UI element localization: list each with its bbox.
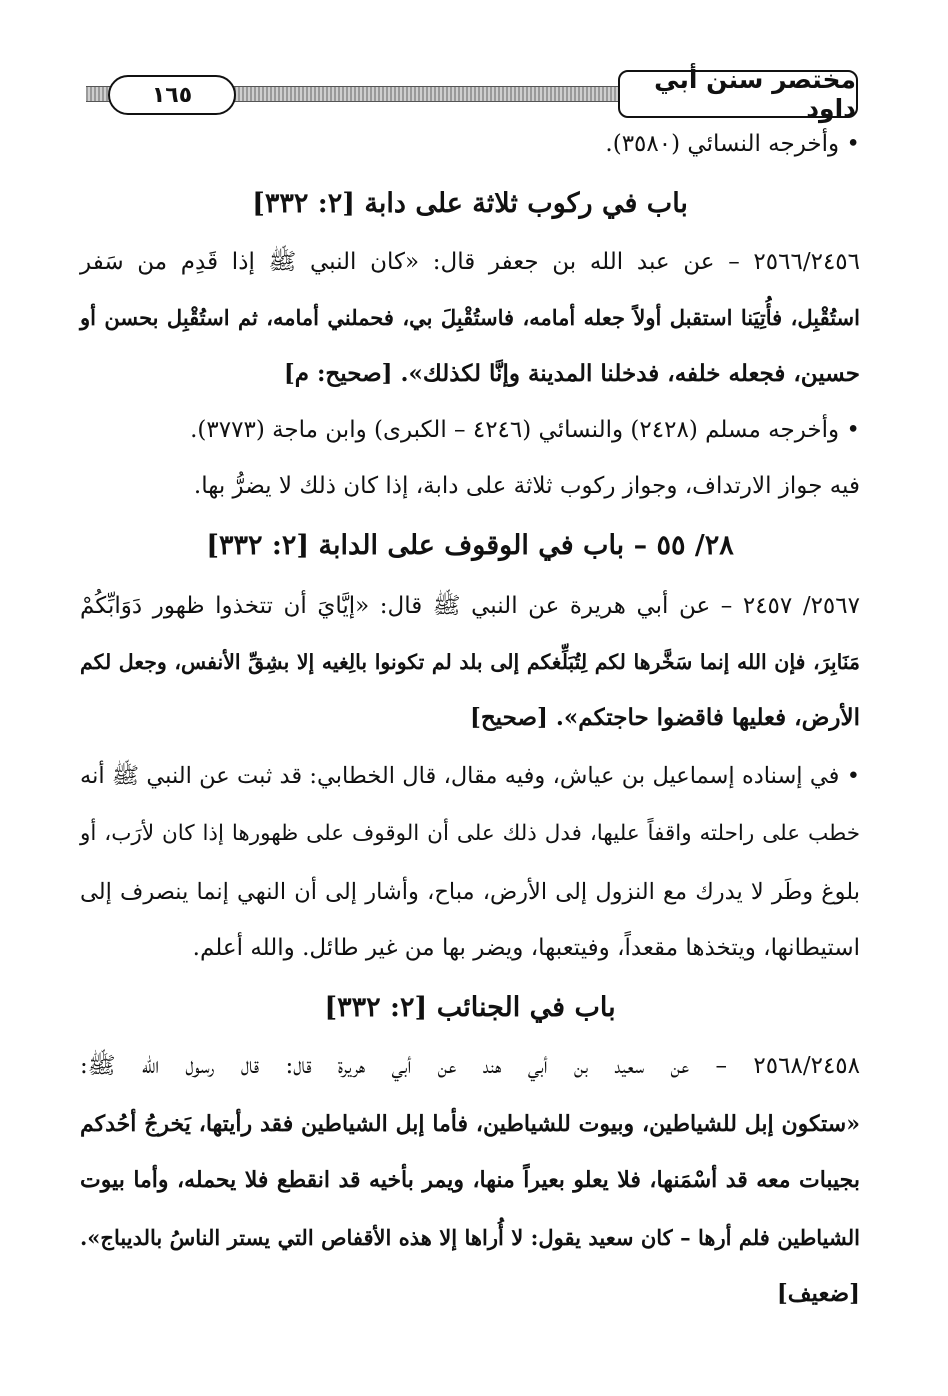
note-line: بلوغ وطَر لا يدرك مع النزول إلى الأرض، مباح، وأشار إلى أن النهي إنما ينصرف إلى xyxy=(80,879,860,905)
hadith-line: «ستكون إبل للشياطين، وبيوت للشياطين، فأما إبل الشياطين فقد رأيتها، يَخرجُ أحُدكم xyxy=(80,1111,860,1137)
note-line: فيه جواز الارتداف، وجواز ركوب ثلاثة على دابة، إذا كان ذلك لا يضرُّ بها. xyxy=(193,473,860,499)
hadith-line: الشياطين فلم أرها – كان سعيد يقول: لا أُراها إلا هذه الأقفاص التي يستر الناسُ بالديباج». xyxy=(80,1225,860,1250)
grading-label: [ضعيف] xyxy=(776,1280,860,1307)
note-line: خطب على راحلته واقفاً عليها، فدل ذلك على أن الوقوف على ظهورها إذا كان لأرَب، أو xyxy=(80,821,860,846)
note-line: • وأخرجه مسلم (٢٤٢٨) والنسائي (٤٢٤٦ – الكبرى) وابن ماجة (٣٧٧٣). xyxy=(190,417,860,443)
chapter-heading: باب في ركوب ثلاثة على دابة [٢: ٣٣٢] xyxy=(252,188,688,219)
hadith-line: ٢٥٦٧/ ٢٤٥٧ – عن أبي هريرة عن النبي ﷺ قال: «إيَّايَ أن تتخذوا ظهور دَوَابِّكُمْ xyxy=(80,593,860,619)
note-line: استيطانها، ويتخذها مقعداً، وفيتعبها، ويضر بها من غير طائل. والله أعلم. xyxy=(192,935,860,961)
hadith-line: استُقْبِل، فأُتِيَنا استقبل أولاً جعله أمامه، فاستُقْبِلَ بي، فحملني أمامه، ثم استُقْبِل بحسن أو xyxy=(80,305,860,330)
hadith-line: بجيبات معه قد أسْمَنها، فلا يعلو بعيراً منها، ويمر بأخيه قد انقطع فلا يحمله، وأما بيوت xyxy=(80,1167,860,1193)
book-title: مختصر سنن أبي داود xyxy=(618,70,858,118)
chapter-heading: باب في الجنائب [٢: ٣٣٢] xyxy=(324,992,616,1023)
note-line: • وأخرجه النسائي (٣٥٨٠). xyxy=(605,131,860,157)
note-line: • في إسناده إسماعيل بن عياش، وفيه مقال، قال الخطابي: قد ثبت عن النبي ﷺ أنه xyxy=(80,763,860,789)
hadith-line: ٢٥٦٨/٢٤٥٨ – عن سعيد بن أبي هند عن أبي هريرة قال: قال رسول الله ﷺ: xyxy=(80,1053,860,1079)
page-body xyxy=(80,0,860,1396)
hadith-line: حسين، فجعله خلفه، فدخلنا المدينة وإنَّا لكذلك». [صحيح: م] xyxy=(283,360,860,387)
chapter-heading: ٢٨/ ٥٥ – باب في الوقوف على الدابة [٢: ٣٣٢] xyxy=(206,530,734,561)
page-number: ١٦٥ xyxy=(108,75,236,115)
hadith-line: مَنَابِرَ، فإن الله إنما سَخَّرها لكم لِتُبَلِّغكم إلى بلد لم تكونوا بالِغيه إلا بشِقِّ الأنفس، وجعل لكم xyxy=(80,650,860,674)
hadith-line: الأرض، فعليها فاقضوا حاجتكم». [صحيح] xyxy=(469,704,860,731)
hadith-line: ٢٥٦٦/٢٤٥٦ – عن عبد الله بن جعفر قال: «كان النبي ﷺ إذا قَدِم من سَفر xyxy=(80,249,860,275)
